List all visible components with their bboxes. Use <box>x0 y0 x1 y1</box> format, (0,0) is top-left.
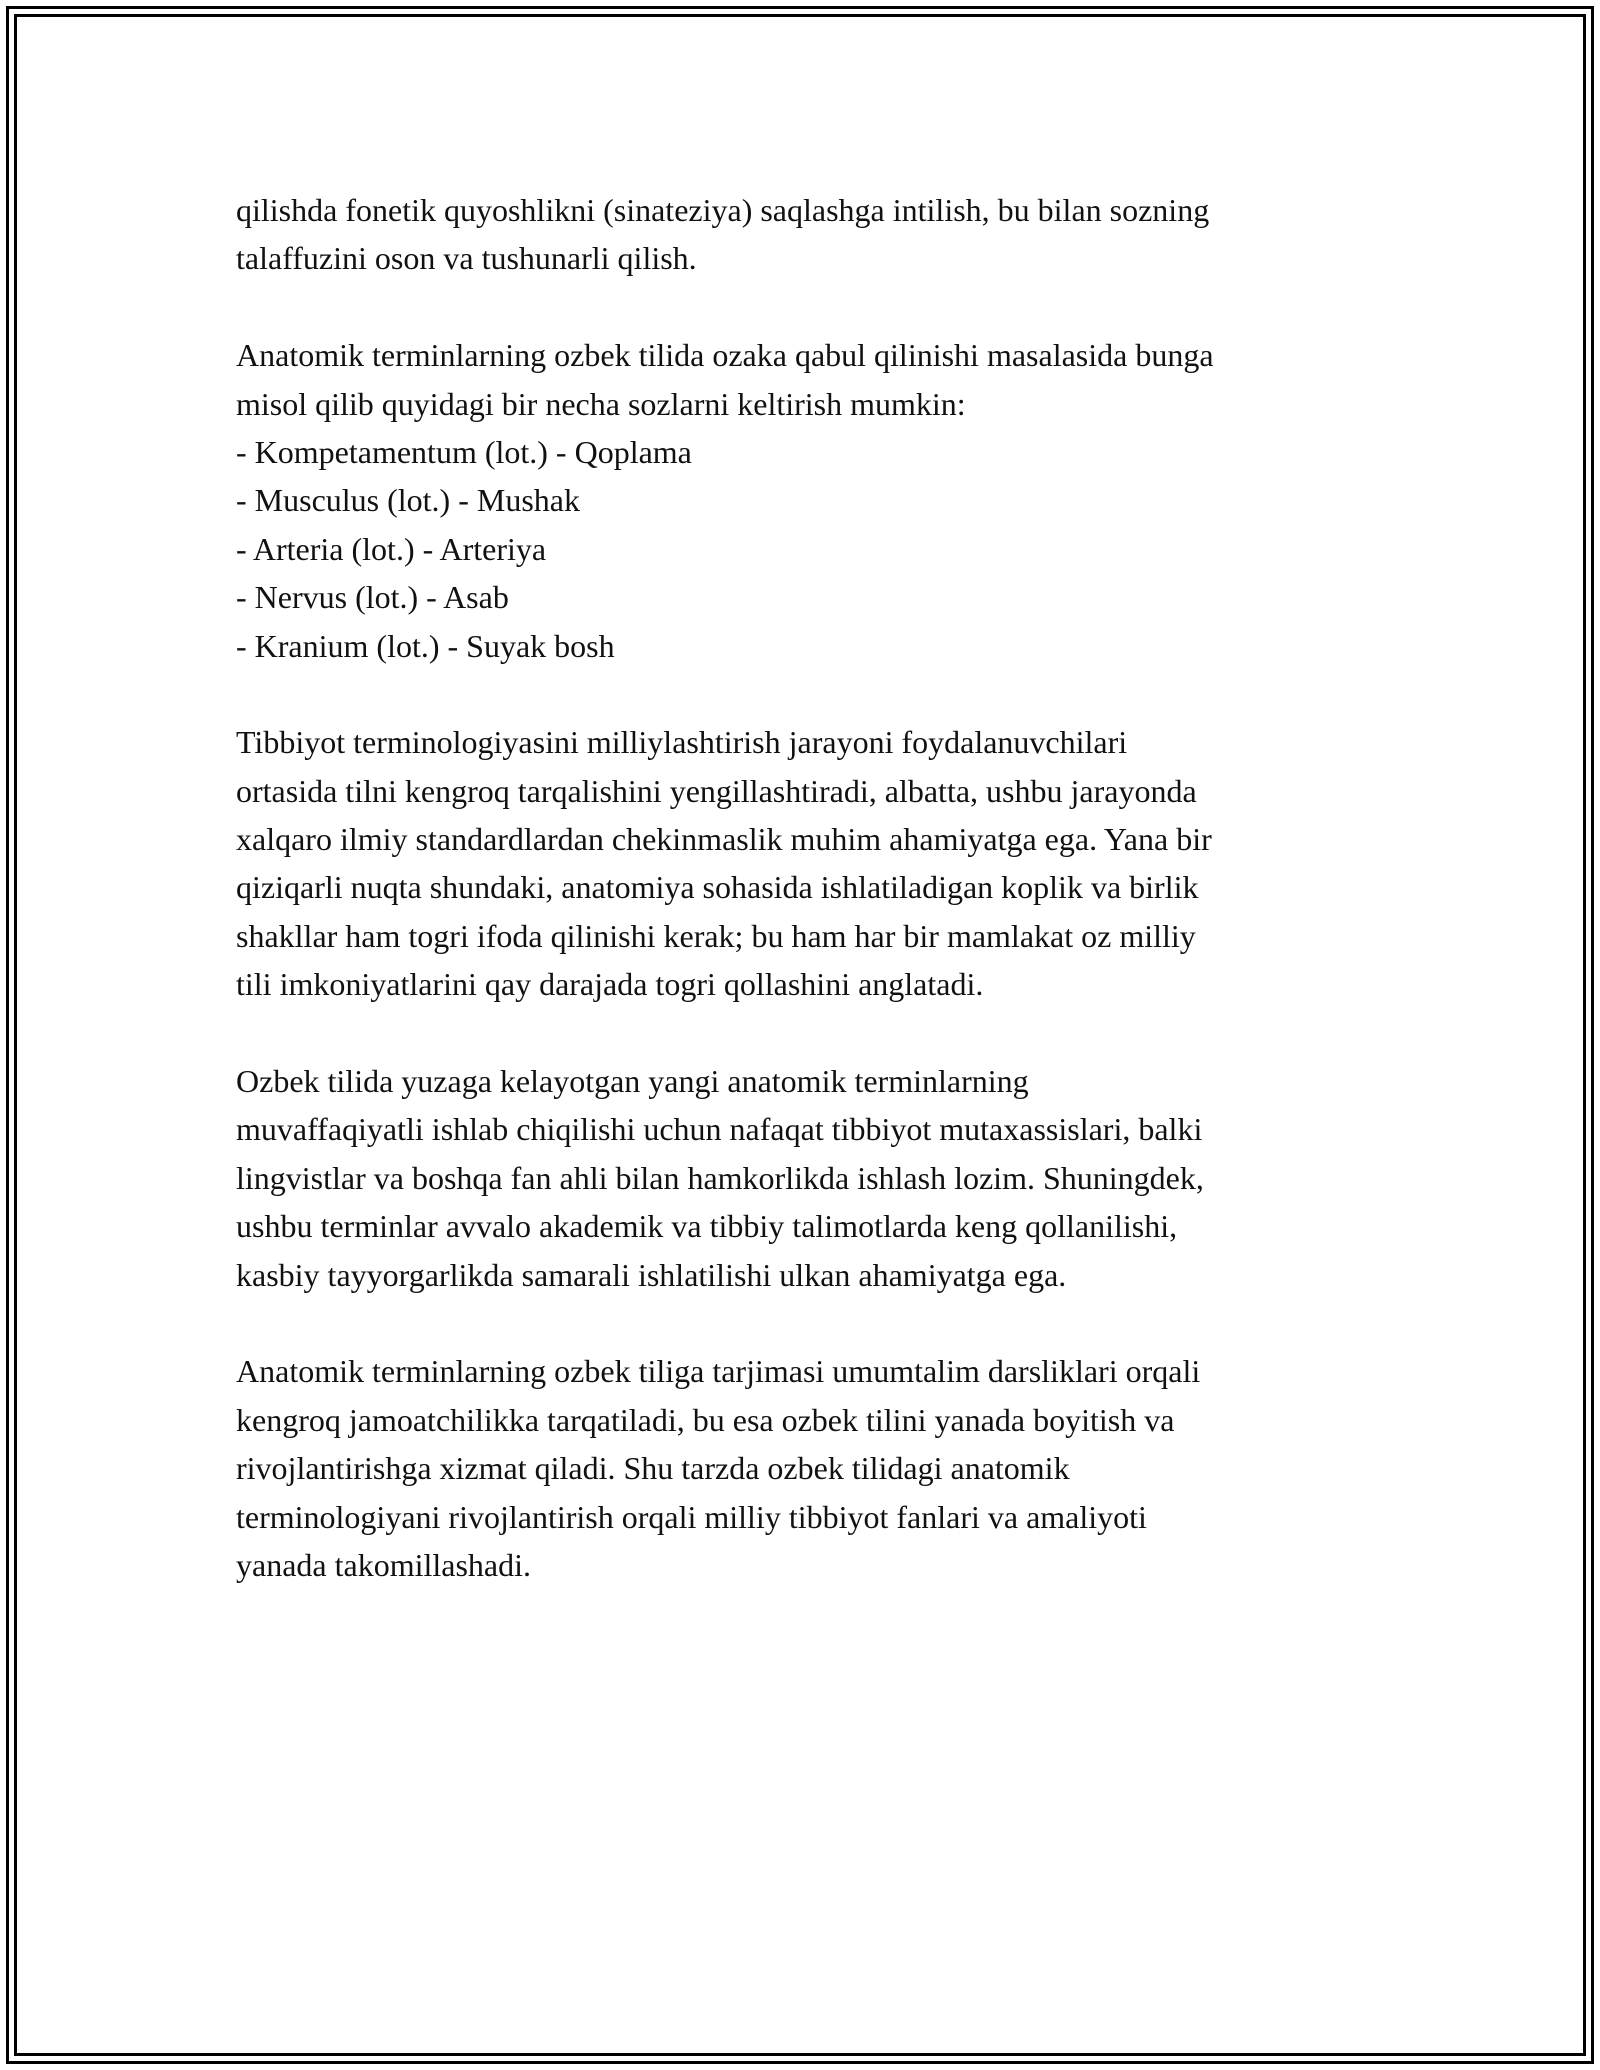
paragraph-3 <box>236 718 1386 1008</box>
list-item: - Kranium (lot.) - Suyak bosh <box>236 627 615 664</box>
text-line: yanada takomillashadi. <box>236 1546 532 1583</box>
text-line: xalqaro ilmiy standardlardan chekinmaslik muhim ahamiyatga ega. Yana bir <box>236 821 1212 858</box>
paragraph-1 <box>236 186 1386 283</box>
list-item: - Arteria (lot.) - Arteriya <box>236 530 547 567</box>
text-line: lingvistlar va boshqa fan ahli bilan hamkorlikda ishlash lozim. Shuningdek, <box>236 1159 1204 1196</box>
text-line: qilishda fonetik quyoshlikni (sinateziya) saqlashga intilish, bu bilan sozning <box>236 192 1210 228</box>
list-item: - Kompetamentum (lot.) - Qoplama <box>236 433 692 470</box>
text-line: ortasida tilni kengroq tarqalishini yengillashtiradi, albatta, ushbu jarayonda <box>236 772 1197 809</box>
text-line: tili imkoniyatlarini qay darajada togri qollashini anglatadi. <box>236 966 984 1003</box>
text-line: misol qilib quyidagi bir necha sozlarni keltirish mumkin: <box>236 385 966 422</box>
text-line: shakllar ham togri ifoda qilinishi kerak; bu ham har bir mamlakat oz milliy <box>236 917 1196 954</box>
text-line: Tibbiyot terminologiyasini milliylashtirish jarayoni foydalanuvchilari <box>236 724 1128 761</box>
text-line: talaffuzini oson va tushunarli qilish. <box>236 240 697 277</box>
text-line: Ozbek tilida yuzaga kelayotgan yangi anatomik terminlarning <box>236 1063 1029 1100</box>
list-item: - Musculus (lot.) - Mushak <box>236 482 580 519</box>
text-line: ushbu terminlar avvalo akademik va tibbiy talimotlarda keng qollanilishi, <box>236 1208 1178 1245</box>
text-line: rivojlantirishga xizmat qiladi. Shu tarzda ozbek tilidagi anatomik <box>236 1450 1070 1487</box>
text-line: terminologiyani rivojlantirish orqali milliy tibbiyot fanlari va amaliyoti <box>236 1498 1147 1535</box>
text-line: Anatomik terminlarning ozbek tiliga tarjimasi umumtalim darsliklari orqali <box>236 1353 1201 1390</box>
paragraph-5 <box>236 1347 1386 1589</box>
text-line: kasbiy tayyorgarlikda samarali ishlatilishi ulkan ahamiyatga ega. <box>236 1256 1067 1293</box>
text-line: muvaffaqiyatli ishlab chiqilishi uchun nafaqat tibbiyot mutaxassislari, balki <box>236 1111 1203 1148</box>
list-item: - Nervus (lot.) - Asab <box>236 579 509 616</box>
paragraph-2 <box>236 331 1386 670</box>
paragraph-4 <box>236 1057 1386 1299</box>
text-line: kengroq jamoatchilikka tarqatiladi, bu esa ozbek tilini yanada boyitish va <box>236 1401 1175 1438</box>
document-body <box>236 186 1386 1589</box>
text-line: Anatomik terminlarning ozbek tilida ozaka qabul qilinishi masalasida bunga <box>236 337 1214 374</box>
text-line: qiziqarli nuqta shundaki, anatomiya sohasida ishlatiladigan koplik va birlik <box>236 869 1199 906</box>
